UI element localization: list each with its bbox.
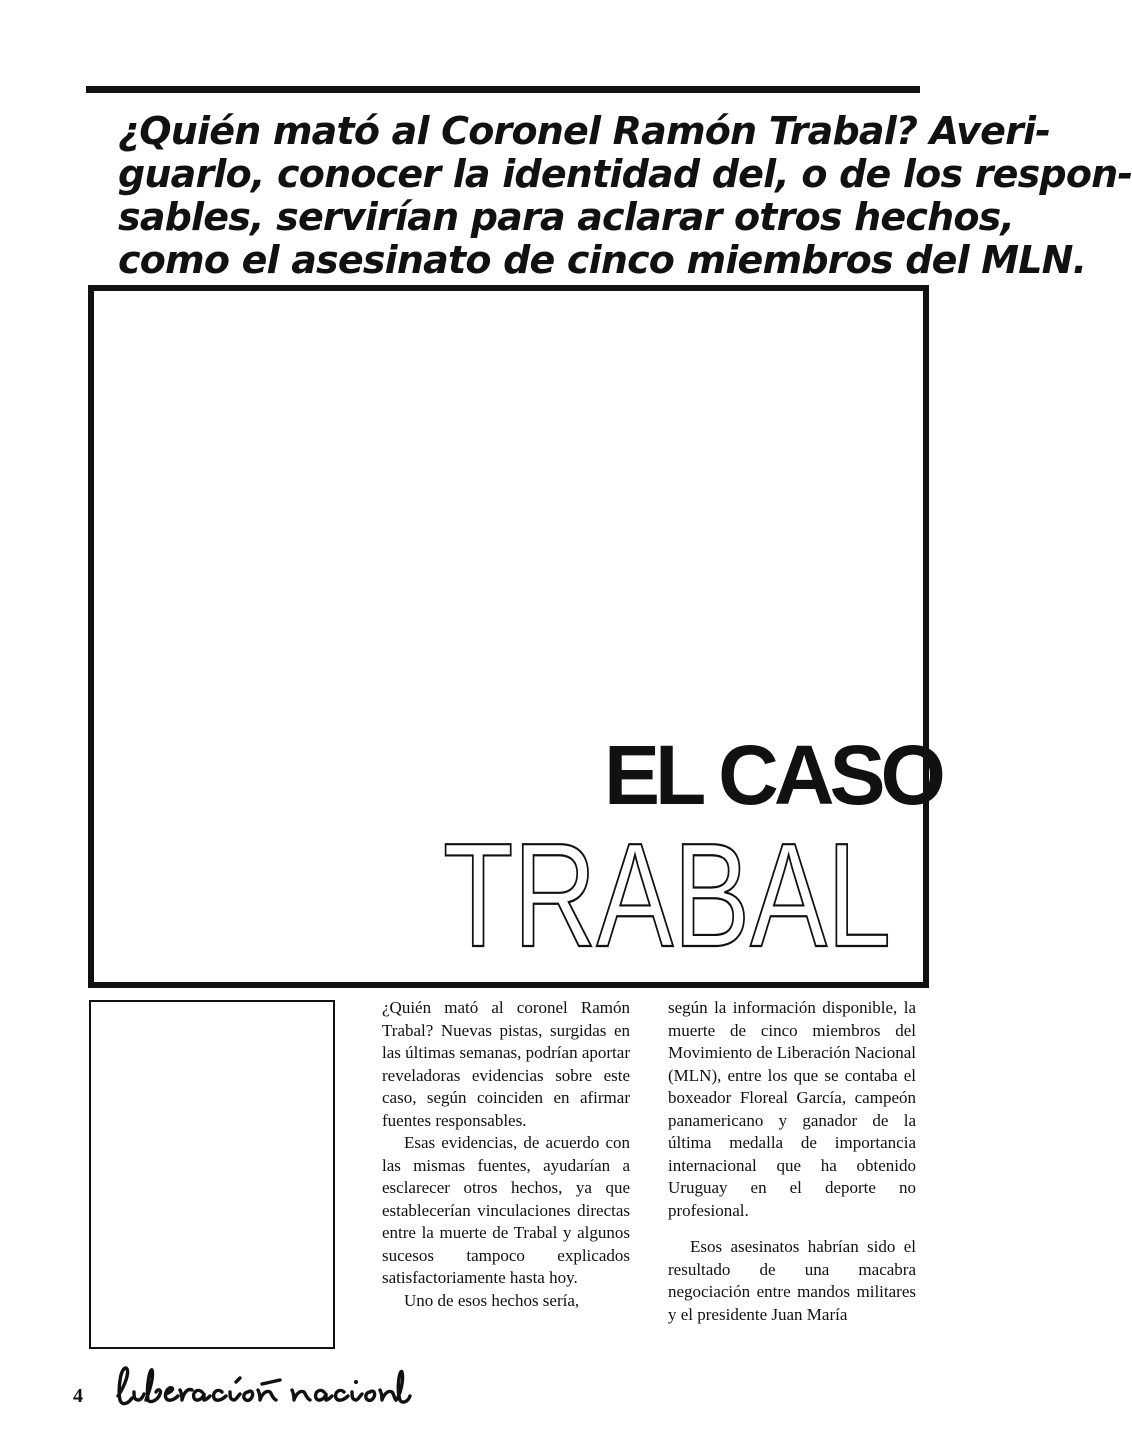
article-column-1 [382, 997, 630, 1312]
article-paragraph: Esos asesinatos habrían sido el resultado de una macabra negociación entre mandos militares y el presidente Juan María [668, 1237, 916, 1324]
headline-trabal-text: TRABAL [443, 813, 891, 978]
article-paragraph: según la información disponible, la muerte de cinco miembros del Movimiento de Liberación Nacional (MLN), entre los que se contaba el boxeador Floreal García, campeón panamericano y ganador de la última medalla de importancia internacional que ha obtenido Uruguay en el deporte no profesional. [668, 998, 916, 1220]
masthead-logo [112, 1360, 412, 1422]
deck-intro [118, 109, 1132, 282]
deck-line: ¿Quién mató al Coronel Ramón Trabal? Averi- [118, 109, 1051, 153]
top-rule [86, 86, 920, 93]
deck-line: como el asesinato de cinco miembros del MLN. [118, 238, 1087, 282]
article-paragraph: Uno de esos hechos sería, [404, 1290, 580, 1310]
article-column-2 [668, 997, 916, 1326]
page-number: 4 [73, 1385, 83, 1407]
side-photo-frame [89, 1000, 335, 1349]
article-paragraph: ¿Quién mató al coronel Ramón Trabal? Nuevas pistas, surgidas en las últimas semanas, podrían aportar reveladoras evidencias sobre este caso, según coinciden en afirmar fuentes responsables. [382, 998, 630, 1130]
article-paragraph: Esas evidencias, de acuerdo con las mismas fuentes, ayudarían a esclarecer otros hechos, ya que establecerían vinculaciones directas entre la muerte de Trabal y algunos sucesos tampoco explicados satisfactoriamente hasta hoy. [382, 1133, 630, 1287]
deck-line: sables, servirían para aclarar otros hechos, [118, 195, 1015, 239]
masthead-text: liberación nacional [112, 1420, 120, 1421]
headline-trabal [441, 813, 893, 978]
deck-line: guarlo, conocer la identidad del, o de los respon- [118, 152, 1132, 196]
headline-el-caso: EL CASO [604, 728, 941, 822]
